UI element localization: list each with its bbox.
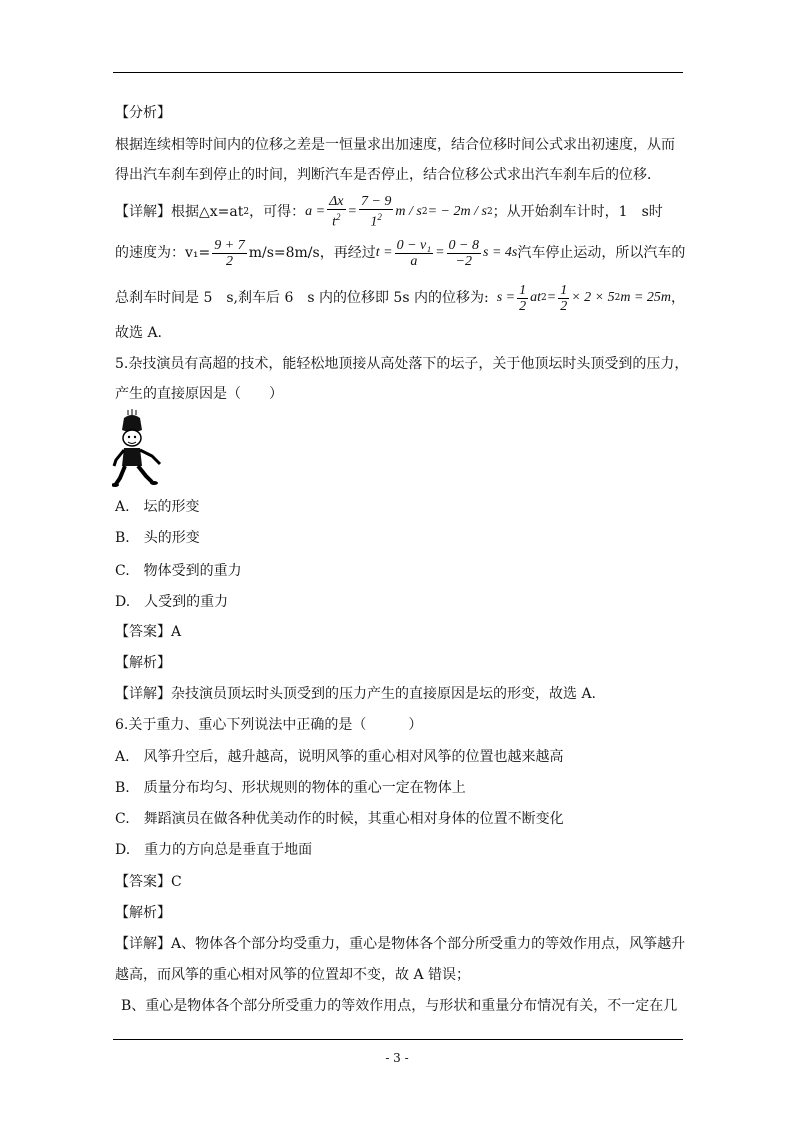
detail-line-4: 故选 A. <box>115 325 163 341</box>
fraction-dx-t2: $\frac{\Delta x}{t^2}$ <box>329 194 344 230</box>
q6-stem: 6.关于重力、重心下列说法中正确的是（ ） <box>115 717 423 733</box>
q5-option-a: A. 坛的形变 <box>115 499 200 515</box>
q6-option-c: C. 舞蹈演员在做各种优美动作的时候，其重心相对身体的位置不断变化 <box>115 811 564 827</box>
detail-text: 汽车停止运动，所以汽车的 <box>517 245 686 261</box>
q5-option-d: D. 人受到的重力 <box>115 594 229 610</box>
acrobat-figure <box>112 408 170 490</box>
q6-answer: 【答案】C <box>115 874 182 890</box>
q6-detail-3: B、重心是物体各个部分所受重力的等效作用点，与形状和重量分布情况有关，不一定在几 <box>121 998 678 1014</box>
detail-text: ；从开始刹车计时，1 s时 <box>492 204 663 220</box>
fraction-0-8: $\frac{0 - 8}{-2}$ <box>448 237 479 269</box>
fraction-half-2: $\frac{1}{2}$ <box>560 282 568 314</box>
footer-rule <box>113 1039 683 1040</box>
fraction-7-9: $\frac{7 - 9}{1^2}$ <box>360 194 392 230</box>
formula-a: a = <box>305 204 326 219</box>
analysis-text-1: 根据连续相等时间内的位移之差是一恒量求出加速度，结合位移时间公式求出初速度，从而 <box>115 137 675 153</box>
detail-text: m/s=8m/s，再经过 <box>248 245 376 261</box>
detail-line-3: 总刹车时间是 5 s,刹车后 6 s 内的位移即 5s 内的位移为: s = $\frac{1}{2}$ at 2 = $\frac{1}{2}$ × 2 × 5 2 m = 25m ， <box>115 282 685 314</box>
q5-option-c: C. 物体受到的重力 <box>115 563 242 579</box>
q6-option-b: B. 质量分布均匀、形状规则的物体的重心一定在物体上 <box>115 780 466 796</box>
detail-text: 总刹车时间是 5 s,刹车后 6 s 内的位移即 5s 内的位移为: <box>115 290 489 306</box>
q5-stem-1: 5.杂技演员有高超的技术，能轻松地顶接从高处落下的坛子，关于他顶坛时头顶受到的压力， <box>115 356 689 372</box>
header-rule <box>113 72 683 73</box>
detail-text: 的速度为：v₁= <box>115 245 211 261</box>
q5-jiexi: 【解析】 <box>115 655 171 671</box>
analysis-header: 【分析】 <box>115 105 171 121</box>
fraction-0-v1: $\frac{\text{0 − v₁}}{a}$ <box>396 237 432 269</box>
q6-detail-2: 越高，而风筝的重心相对风筝的位置却不变，故 A 错误； <box>115 967 471 983</box>
q6-option-a: A. 风筝升空后，越升越高，说明风筝的重心相对风筝的位置也越来越高 <box>115 749 564 765</box>
q5-stem-2: 产生的直接原因是（ ） <box>115 386 283 402</box>
fraction-9-7: $\frac{9 + 7}{2}$ <box>214 237 245 269</box>
q6-jiexi: 【解析】 <box>115 905 171 921</box>
q5-answer: 【答案】A <box>115 624 182 640</box>
page-number: - 3 - <box>385 1051 409 1065</box>
detail-text: ，可得： <box>249 204 306 220</box>
detail-line-2: 的速度为：v₁= $\frac{9 + 7}{2}$ m/s=8m/s，再经过 t = $\frac{\text{0 − v₁}}{a}$ = $\frac{0 - 8}{-2}$ s = 4s 汽车停止运动，所以汽车的 <box>115 237 686 269</box>
q6-option-d: D. 重力的方向总是垂直于地面 <box>115 842 313 858</box>
q5-detail: 【详解】杂技演员顶坛时头顶受到的压力产生的直接原因是坛的形变，故选 A. <box>115 686 597 702</box>
detail-text: 【详解】根据△x=at <box>115 204 244 220</box>
q6-detail-1: 【详解】A、物体各个部分均受重力，重心是物体各个部分所受重力的等效作用点，风筝越升 <box>115 936 686 952</box>
analysis-text-2: 得出汽车刹车到停止的时间，判断汽车是否停止，结合位移公式求出汽车刹车后的位移． <box>115 167 661 183</box>
q5-option-b: B. 头的形变 <box>115 530 200 546</box>
detail-line-1: 【详解】根据△x=at 2 ，可得： a = $\frac{\Delta x}{t^2}$ = $\frac{7 - 9}{1^2}$ m / s 2 = − 2m / s 2 ；从开始刹车计时，1 s时 <box>115 194 663 230</box>
fraction-half: $\frac{1}{2}$ <box>519 282 527 314</box>
